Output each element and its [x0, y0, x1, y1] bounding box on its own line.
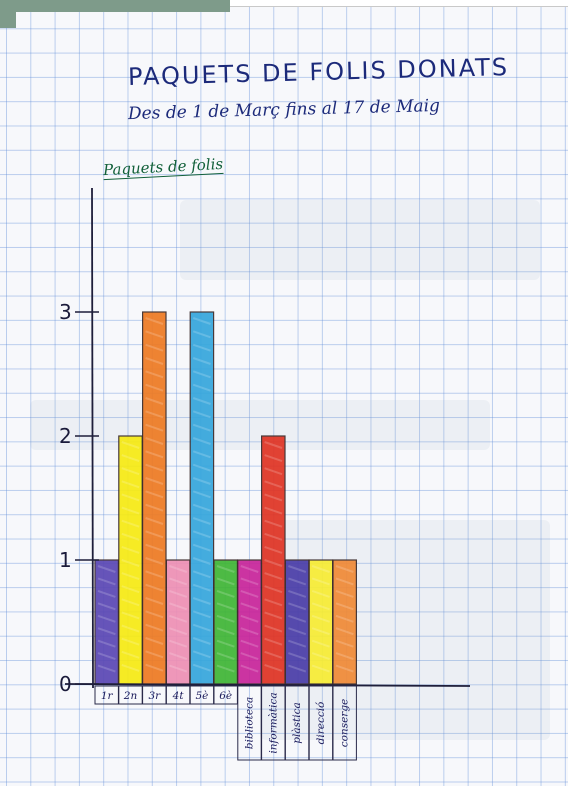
x-tick-label: conserge — [338, 698, 351, 748]
bars-layer — [95, 312, 356, 684]
chart-subtitle: Des de 1 de Març fins al 17 de Maig — [127, 95, 441, 125]
x-tick-label: informàtica — [267, 692, 280, 754]
x-tick-label: biblioteca — [243, 696, 256, 750]
chart-title: PAQUETS DE FOLIS DONATS — [127, 53, 510, 91]
x-tick-label: direcció — [314, 701, 327, 745]
y-tick-label: 0 — [59, 672, 72, 696]
y-axis-label: Paquets de folis — [102, 154, 224, 180]
x-tick-label: 4t — [172, 690, 184, 702]
y-tick-label: 1 — [59, 548, 72, 572]
x-tick-label: 5è — [195, 690, 209, 702]
x-tick-label: 6è — [219, 690, 233, 702]
x-tick-label: 1r — [100, 690, 113, 702]
x-tick-label: 2n — [123, 690, 138, 702]
y-axis-line — [92, 188, 93, 688]
x-tick-label: plàstica — [291, 702, 304, 744]
y-tick-label: 2 — [59, 424, 72, 448]
y-tick-label: 3 — [59, 300, 72, 324]
x-tick-label: 3r — [148, 690, 161, 702]
